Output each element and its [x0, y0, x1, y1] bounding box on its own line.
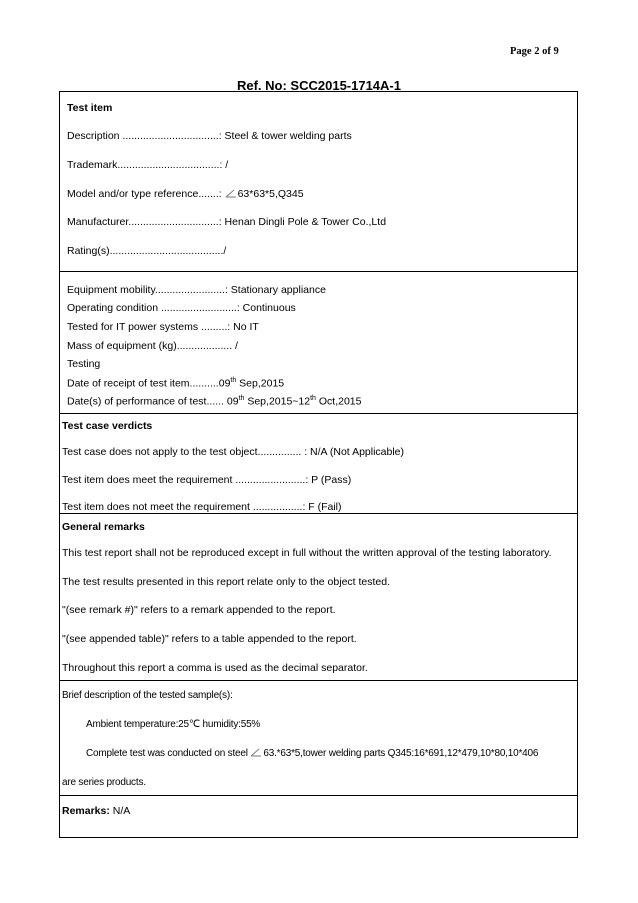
trademark-row: Trademark...................................: /	[67, 159, 229, 171]
receipt-date-month: Sep,2015	[236, 377, 285, 390]
manufacturer-row: Manufacturer...............................: Henan Dingli Pole & Tower Co.,Ltd	[67, 216, 387, 228]
operating-condition-row: Operating condition ..........................: Continuous	[67, 302, 296, 314]
divider	[59, 795, 578, 796]
performance-date-row	[67, 395, 361, 408]
general-remark: This test report shall not be reproduced except in full without the written approval of the testing laboratory.	[62, 547, 552, 559]
divider	[59, 680, 578, 681]
mass-row: Mass of equipment (kg)................... /	[67, 340, 238, 352]
equipment-mobility-row: Equipment mobility........................: Stationary appliance	[67, 284, 326, 296]
general-remarks-heading: General remarks	[62, 521, 145, 533]
verdicts-heading: Test case verdicts	[62, 420, 153, 432]
divider	[59, 413, 578, 414]
series-products: are series products.	[62, 777, 146, 788]
model-label: Model and/or type reference.......:	[67, 188, 225, 200]
angle-symbol-icon	[225, 189, 237, 198]
complete-test-text: Complete test was conducted on steel	[86, 748, 251, 759]
divider	[59, 271, 578, 272]
ordinal-suffix: th	[230, 377, 237, 384]
verdict-pass: Test item does meet the requirement ........................: P (Pass)	[62, 474, 352, 486]
ambient-conditions: Ambient temperature:25℃ humidity:55%	[86, 719, 261, 730]
page-number: Page 2 of 9	[510, 46, 559, 57]
verdict-fail: Test item does not meet the requirement .................: F (Fail)	[62, 501, 342, 513]
remarks-value: N/A	[109, 805, 131, 817]
ordinal-suffix: th	[238, 395, 245, 402]
divider	[59, 513, 578, 514]
performance-date-text: Date(s) of performance of test...... 09	[67, 395, 239, 408]
ordinal-suffix: th	[310, 395, 316, 402]
performance-date-end: Oct,2015	[315, 395, 362, 408]
angle-symbol-icon	[250, 748, 262, 757]
general-remark: "(see remark #)" refers to a remark appended to the report.	[62, 604, 336, 616]
general-remark: The test results presented in this report relate only to the object tested.	[62, 576, 391, 588]
general-remark: "(see appended table)" refers to a table appended to the report.	[62, 633, 357, 645]
complete-test-spec: 63.*63*5,tower welding parts Q345:16*691,12*479,10*80,10*406	[263, 748, 539, 759]
rating-row: Rating(s)......................................./	[67, 245, 227, 257]
remarks-row	[62, 805, 130, 817]
description-row: Description .................................: Steel & tower welding parts	[67, 130, 352, 142]
remarks-label: Remarks:	[62, 805, 110, 817]
brief-heading: Brief description of the tested sample(s):	[62, 690, 233, 701]
model-row	[67, 188, 304, 200]
report-reference: Ref. No: SCC2015-1714A-1	[236, 78, 401, 93]
verdict-na: Test case does not apply to the test object............... : N/A (Not Applicable)	[62, 446, 405, 458]
complete-test-row	[86, 748, 538, 759]
performance-date-range: Sep,2015~12	[244, 395, 311, 408]
general-remark: Throughout this report a comma is used as the decimal separator.	[62, 662, 368, 674]
testing-row: Testing	[67, 358, 101, 370]
model-value: 63*63*5,Q345	[237, 188, 304, 200]
test-item-heading: Test item	[67, 102, 113, 114]
receipt-date-row	[67, 377, 284, 390]
receipt-date-text: Date of receipt of test item..........09	[67, 377, 231, 390]
it-power-row: Tested for IT power systems .........: No IT	[67, 321, 259, 333]
